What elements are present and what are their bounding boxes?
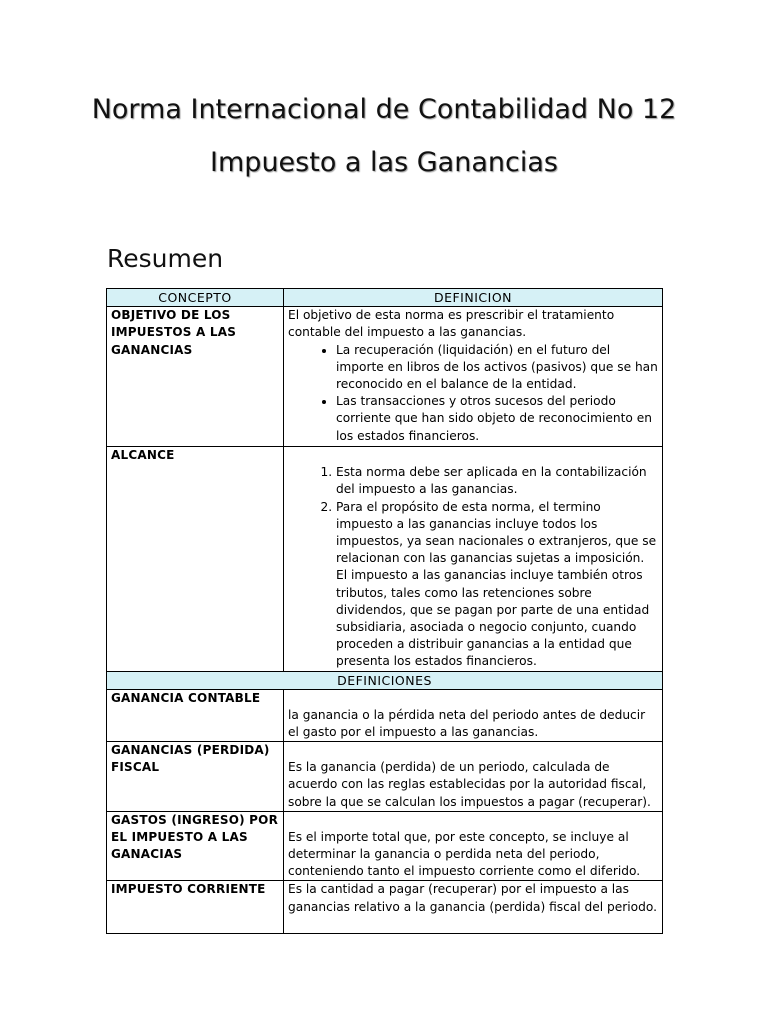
concept-cell: GANANCIAS (PERDIDA) FISCAL <box>107 742 284 812</box>
bullet-list <box>288 342 658 445</box>
concept-cell: GANANCIA CONTABLE <box>107 689 284 741</box>
definition-cell: Es la ganancia (perdida) de un periodo, calculada de acuerdo con las reglas establecidas por la autoridad fiscal, sobre la que se calculan los impuestos a pagar (recuperar). <box>284 742 663 812</box>
table-row <box>107 307 663 447</box>
definition-cell: Es el importe total que, por este concepto, se incluye al determinar la ganancia o perdida neta del periodo, conteniendo tanto el impuesto corriente como el diferido. <box>284 811 663 881</box>
concept-cell: IMPUESTO CORRIENTE <box>107 881 284 934</box>
column-header-definition: DEFINICION <box>284 289 663 307</box>
list-item: • La recuperación (liquidación) en el futuro del importe en libros de los activos (pasivos) que se han reconocido en el balance de la entidad. <box>336 342 658 394</box>
table-row <box>107 881 663 934</box>
column-header-concept: CONCEPTO <box>107 289 284 307</box>
definition-cell: la ganancia o la pérdida neta del periodo antes de deducir el gasto por el impuesto a las ganancias. <box>284 689 663 741</box>
definition-cell: Es la cantidad a pagar (recuperar) por el impuesto a las ganancias relativo a la ganancia (perdida) fiscal del periodo. <box>284 881 663 934</box>
section-header-definiciones: DEFINICIONES <box>107 671 663 689</box>
definition-intro: El objetivo de esta norma es prescribir el tratamiento contable del impuesto a las ganancias. <box>288 308 615 340</box>
concept-cell: OBJETIVO DE LOS IMPUESTOS A LAS GANANCIAS <box>107 307 284 447</box>
table-row <box>107 689 663 741</box>
table-row <box>107 811 663 881</box>
document-title: Norma Internacional de Contabilidad No 12 <box>91 94 677 125</box>
definition-cell <box>284 447 663 671</box>
table-header-row <box>107 289 663 307</box>
table-row <box>107 742 663 812</box>
list-item: • Las transacciones y otros sucesos del periodo corriente que han sido objeto de reconocimiento en los estados financieros. <box>336 393 658 445</box>
concept-cell: ALCANCE <box>107 447 284 671</box>
section-heading-resumen: Resumen <box>107 244 224 273</box>
section-header-row <box>107 671 663 689</box>
summary-table <box>106 288 663 934</box>
numbered-list <box>288 464 658 670</box>
concept-cell: GASTOS (INGRESO) POR EL IMPUESTO A LAS GANACIAS <box>107 811 284 881</box>
list-item: 1. Esta norma debe ser aplicada en la contabilización del impuesto a las ganancias. <box>336 464 658 498</box>
list-item: 2. Para el propósito de esta norma, el termino impuesto a las ganancias incluye todos los impuestos, ya sean nacionales o extranjeros, que se relacionan con las ganancias sujetas a imposición. El impuesto a las ganancias incluye también otros tributos, tales como las retenciones sobre dividendos, que se pagan por parte de una entidad subsidiaria, asociada o negocio conjunto, cuando proceden a distribuir ganancias a la entidad que presenta los estados financieros. <box>336 499 658 671</box>
definition-cell <box>284 307 663 447</box>
table-row <box>107 447 663 671</box>
document-subtitle-title: Impuesto a las Ganancias <box>210 147 558 178</box>
